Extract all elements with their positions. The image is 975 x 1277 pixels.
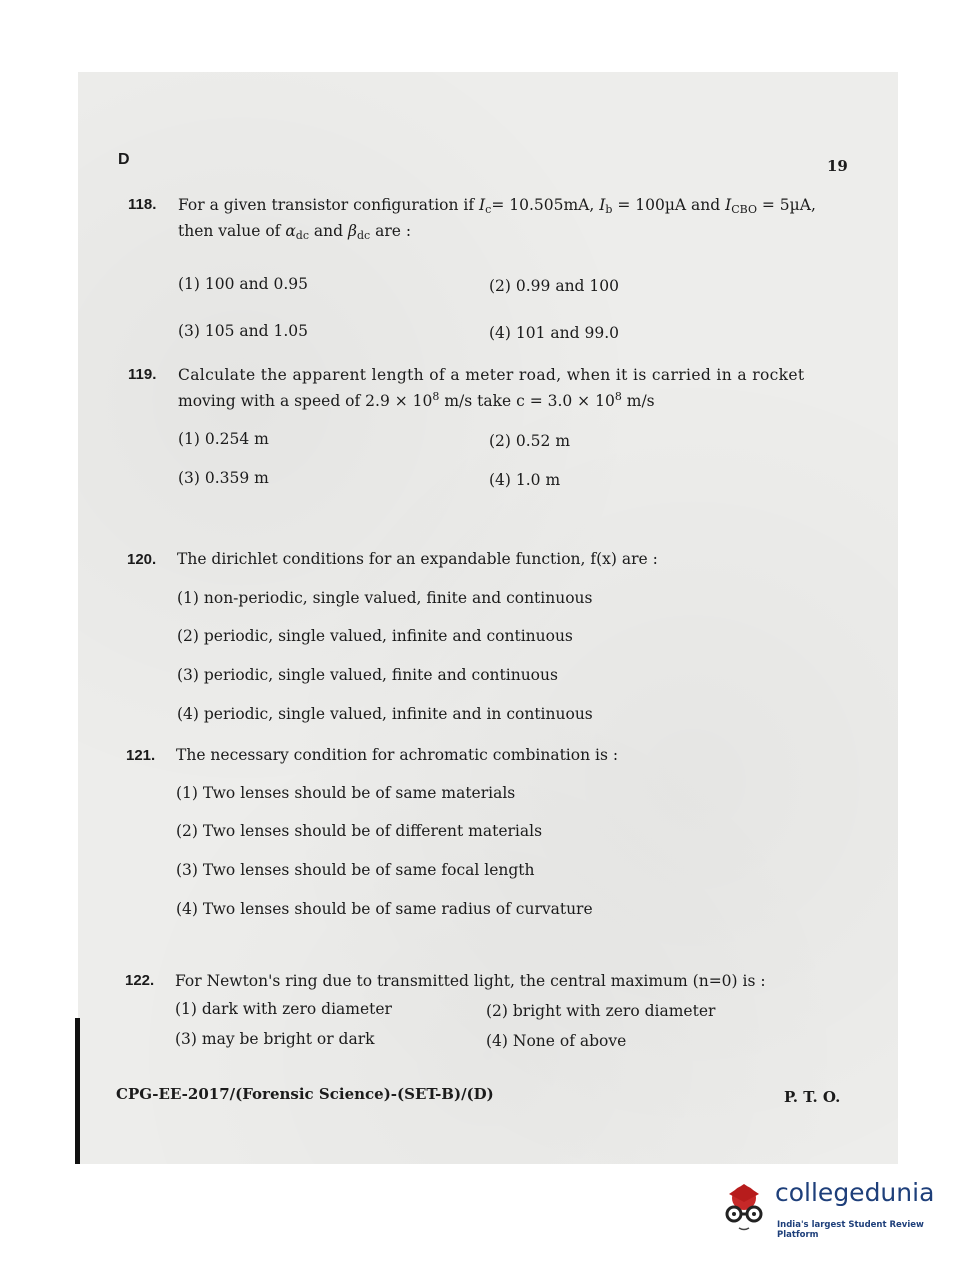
binding-edge	[75, 1018, 80, 1164]
question-number: 122.	[125, 972, 155, 989]
question-stem-line: moving with a speed of $2.9 \times 10^8$ m/s take $c = 3.0 \times 10^8$ m/s	[178, 390, 655, 410]
logo-wordmark: collegedunia	[775, 1178, 935, 1207]
option: (4) None of above	[486, 1032, 627, 1050]
option: (2) bright with zero diameter	[486, 1002, 716, 1020]
option: (3) periodic, single valued, finite and continuous	[177, 666, 558, 684]
option: (2) 0.99 and 100	[489, 277, 619, 295]
question-number: 120.	[127, 551, 157, 568]
pto-label: P. T. O.	[784, 1088, 841, 1106]
option: (4) 1.0 m	[489, 471, 561, 489]
question-stem-line: For Newton's ring due to transmitted light, the central maximum (n=0) is :	[175, 972, 766, 990]
option: (1) Two lenses should be of same materials	[176, 784, 516, 802]
option: (3) may be bright or dark	[175, 1030, 375, 1048]
question-stem-line: The dirichlet conditions for an expandable function, f(x) are :	[177, 550, 658, 568]
question-stem-line: Calculate the apparent length of a meter road, when it is carried in a rocket	[178, 366, 805, 384]
option: (1) 100 and 0.95	[178, 275, 308, 293]
option: (2) periodic, single valued, infinite and continuous	[177, 627, 573, 645]
option: (3) 105 and 1.05	[178, 322, 308, 340]
option: (4) 101 and 99.0	[489, 324, 619, 342]
option: (4) periodic, single valued, infinite and in continuous	[177, 705, 593, 723]
option: (1) dark with zero diameter	[175, 1000, 392, 1018]
question-stem-line: then value of $\alpha_{dc}$ and $\beta_{dc}$ are :	[178, 222, 412, 242]
question-number: 121.	[126, 747, 156, 764]
question-number: 119.	[128, 366, 157, 383]
collegedunia-logo	[715, 1176, 945, 1248]
option: (1) non-periodic, single valued, finite and continuous	[177, 589, 593, 607]
option: (3) 0.359 m	[178, 469, 269, 487]
exam-code: CPG-EE-2017/(Forensic Science)-(SET-B)/(D)	[116, 1085, 494, 1103]
page-number: 19	[827, 157, 848, 175]
option: (2) 0.52 m	[489, 432, 571, 450]
graduate-mascot-icon	[715, 1176, 773, 1242]
option: (1) 0.254 m	[178, 430, 269, 448]
set-code: D	[118, 151, 130, 168]
option: (4) Two lenses should be of same radius of curvature	[176, 900, 593, 918]
logo-tagline: India's largest Student Review Platform	[777, 1220, 924, 1240]
option: (2) Two lenses should be of different materials	[176, 822, 543, 840]
question-number: 118.	[128, 196, 157, 213]
option: (3) Two lenses should be of same focal length	[176, 861, 535, 879]
question-stem-line: For a given transistor configuration if $I_c= 10.505mA$, $I_b = 100\mu A$ and $I_{CBO} = 5\mu A$,	[178, 196, 816, 216]
question-stem-line: The necessary condition for achromatic combination is :	[176, 746, 619, 764]
